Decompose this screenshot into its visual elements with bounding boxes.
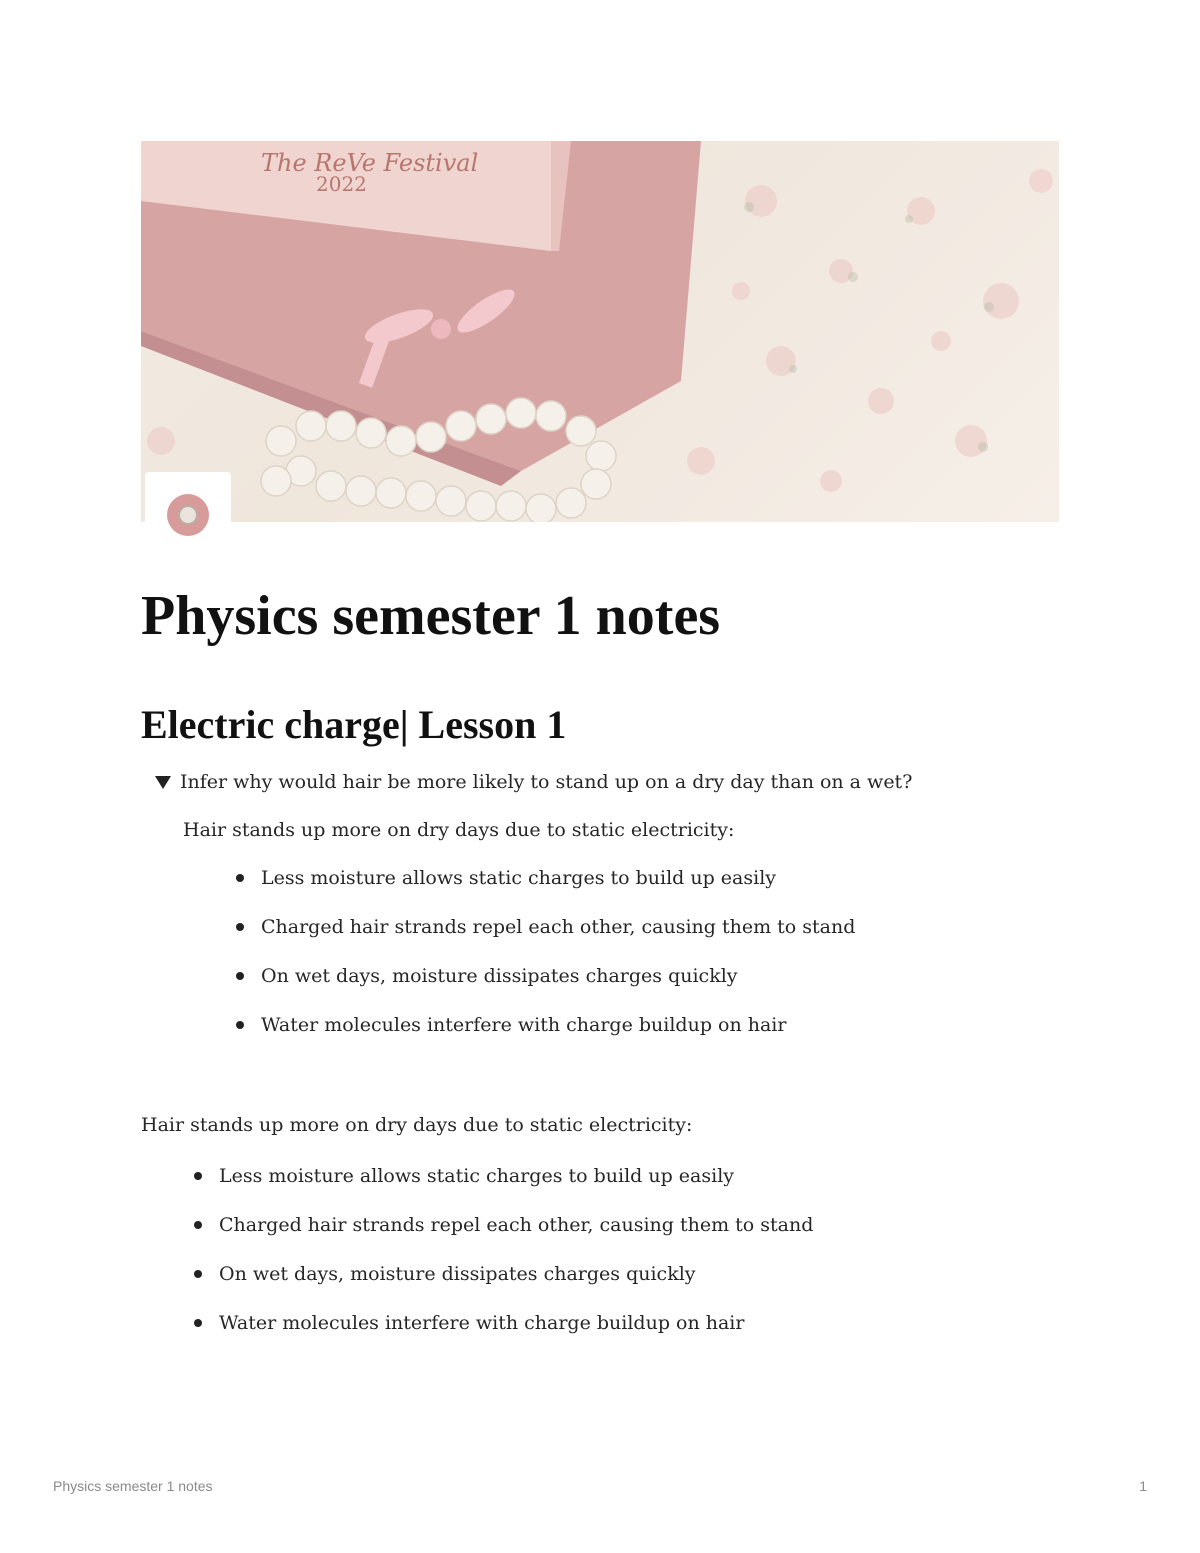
- list-item: Water molecules interfere with charge buildup on hair: [219, 1308, 813, 1338]
- list-item: Water molecules interfere with charge buildup on hair: [261, 1010, 855, 1040]
- footer-page-number: 1: [1139, 1478, 1147, 1494]
- bullet-icon: [236, 923, 244, 931]
- bullet-icon: [236, 874, 244, 882]
- bullet-icon: [194, 1319, 202, 1327]
- footer-title: Physics semester 1 notes: [53, 1478, 213, 1494]
- cover-book-text-2: 2022: [316, 172, 367, 196]
- list-item: Charged hair strands repel each other, causing them to stand: [219, 1210, 813, 1240]
- cover-book-text-1: The ReVe Festival: [261, 149, 479, 177]
- list-item: Less moisture allows static charges to build up easily: [261, 863, 855, 893]
- toggle-triangle-icon[interactable]: [155, 776, 171, 789]
- list-item: Charged hair strands repel each other, causing them to stand: [261, 912, 855, 942]
- list-item: On wet days, moisture dissipates charges quickly: [219, 1259, 813, 1289]
- page-title: Physics semester 1 notes: [141, 585, 721, 647]
- bullet-icon: [236, 972, 244, 980]
- section-heading: Electric charge| Lesson 1: [141, 702, 567, 747]
- list-item: On wet days, moisture dissipates charges quickly: [261, 961, 855, 991]
- bullet-icon: [236, 1021, 244, 1029]
- toggle-bullet-list: [261, 863, 855, 1059]
- bullet-icon: [194, 1172, 202, 1180]
- toggle-answer-intro: Hair stands up more on dry days due to static electricity:: [183, 819, 735, 841]
- bullet-icon: [194, 1270, 202, 1278]
- toggle-block[interactable]: [155, 767, 912, 797]
- body-bullet-list: [219, 1161, 813, 1357]
- page-icon[interactable]: [145, 472, 231, 558]
- list-item: Less moisture allows static charges to build up easily: [219, 1161, 813, 1191]
- cover-image: [141, 141, 1059, 522]
- bullet-icon: [194, 1221, 202, 1229]
- body-intro: Hair stands up more on dry days due to static electricity:: [141, 1114, 693, 1136]
- page-emoji-icon: [167, 494, 209, 536]
- cover-photo-icon: [141, 141, 1059, 522]
- toggle-question: Infer why would hair be more likely to stand up on a dry day than on a wet?: [180, 771, 913, 793]
